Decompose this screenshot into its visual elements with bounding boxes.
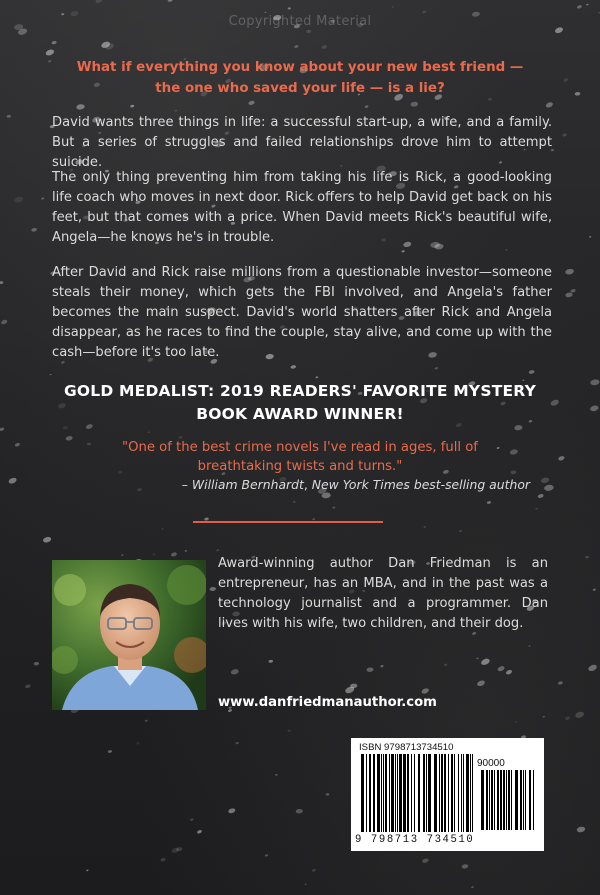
- snow-fleck: [152, 553, 155, 556]
- snow-fleck: [540, 477, 549, 484]
- snow-fleck: [410, 101, 418, 106]
- snow-fleck: [41, 197, 45, 200]
- barcode-bar: [439, 754, 440, 832]
- snow-fleck: [422, 858, 430, 864]
- snow-fleck: [293, 501, 296, 503]
- snow-fleck: [542, 716, 545, 718]
- snow-fleck: [145, 719, 148, 722]
- barcode-bar: [503, 770, 505, 830]
- snow-fleck: [587, 663, 597, 672]
- snow-fleck: [296, 809, 304, 814]
- barcode-bar: [397, 754, 398, 832]
- snow-fleck: [216, 549, 219, 551]
- snow-fleck: [423, 526, 426, 528]
- barcode-bar: [399, 754, 402, 832]
- section-divider: [193, 521, 383, 523]
- price-code: 90000: [477, 758, 505, 769]
- snow-fleck: [487, 501, 492, 504]
- snow-fleck: [589, 405, 599, 412]
- barcode-bar: [383, 754, 384, 832]
- snow-fleck: [593, 588, 597, 591]
- snow-fleck: [51, 41, 57, 45]
- tagline-line-1: What if everything you know about your new best friend —: [76, 60, 524, 75]
- barcode-bar: [489, 770, 490, 830]
- snow-fleck: [160, 857, 166, 862]
- snow-fleck: [510, 470, 516, 474]
- barcode-bar: [533, 770, 534, 830]
- snow-fleck: [275, 774, 278, 776]
- snow-fleck: [265, 854, 269, 857]
- barcode-bar: [395, 754, 396, 832]
- snow-fleck: [421, 687, 430, 694]
- snow-fleck: [392, 6, 394, 8]
- snow-fleck: [48, 60, 52, 63]
- author-photo: [52, 560, 206, 710]
- snow-fleck: [130, 104, 134, 107]
- barcode-bar: [466, 754, 469, 832]
- snow-fleck: [505, 669, 512, 675]
- snow-fleck: [366, 667, 373, 672]
- barcode-bar: [497, 770, 499, 830]
- snow-fleck: [95, 0, 103, 4]
- author-website[interactable]: www.danfriedmanauthor.com: [218, 695, 437, 710]
- snow-fleck: [528, 645, 531, 647]
- barcode-bar: [423, 754, 425, 832]
- barcode-bar: [369, 754, 371, 832]
- barcode-bar: [470, 754, 471, 832]
- snow-fleck: [476, 679, 485, 687]
- barcode-bar: [451, 754, 453, 832]
- barcode-bar: [389, 754, 390, 832]
- snow-fleck: [45, 48, 55, 56]
- barcode-bar: [418, 754, 420, 832]
- snow-fleck: [471, 886, 474, 888]
- tagline: [60, 57, 540, 99]
- snow-fleck: [563, 78, 568, 82]
- snow-fleck: [545, 101, 554, 108]
- barcode-bar: [525, 770, 526, 830]
- barcode-bar: [494, 770, 495, 830]
- snow-fleck: [325, 793, 329, 796]
- barcode-digits: 9 798713 734510: [355, 834, 475, 846]
- snow-fleck: [576, 826, 585, 833]
- snow-fleck: [108, 750, 113, 754]
- snow-fleck: [8, 477, 18, 485]
- synopsis-paragraph-3: After David and Rick raise millions from a questionable investor—someone steals their money, which gets the FBI involved, and Angela's father becomes the main suspect. David's world shatters after Rick and Angela disappear, as he races to find the couple, stay alive, and come up with the cash—before it's too late.: [52, 265, 552, 360]
- barcode-bar: [523, 770, 524, 830]
- snow-fleck: [76, 104, 85, 111]
- snow-fleck: [565, 268, 575, 275]
- snow-fleck: [576, 5, 582, 10]
- isbn-barcode: [351, 738, 544, 851]
- snow-fleck: [287, 729, 291, 732]
- snow-fleck: [0, 281, 3, 284]
- barcode-bar: [511, 770, 512, 830]
- snow-fleck: [0, 427, 5, 431]
- snow-fleck: [42, 536, 52, 543]
- barcode-bar: [481, 770, 484, 830]
- snow-fleck: [136, 742, 140, 745]
- barcode-bar: [366, 754, 367, 832]
- snow-fleck: [25, 684, 31, 689]
- barcode-bar: [403, 754, 406, 832]
- snow-fleck: [528, 370, 534, 374]
- barcode-bar: [515, 770, 518, 830]
- snow-fleck: [434, 367, 438, 370]
- snow-fleck: [544, 484, 554, 491]
- snow-fleck: [380, 665, 384, 668]
- snow-fleck: [586, 4, 589, 6]
- snow-fleck: [535, 508, 538, 510]
- snow-fleck: [167, 0, 173, 2]
- barcode-bar: [448, 754, 449, 832]
- barcode-bar: [506, 770, 507, 830]
- synopsis-paragraph-1: David wants three things in life: a successful start-up, a wife, and a family. But a series of struggles and failed relationships drove him to attempt suicide.: [52, 115, 552, 170]
- snow-fleck: [305, 883, 307, 884]
- snow-fleck: [230, 668, 239, 675]
- snow-fleck: [515, 721, 518, 723]
- synopsis-paragraph-2: The only thing preventing him from taking his life is Rick, a good-looking life coach who moves in next door. Rick offers to help David get back on his feet, but that comes with a price. When David meets Rick's beautiful wife, Angela—he knows he's in trouble.: [52, 170, 552, 245]
- award-line-2: BOOK AWARD WINNER!: [196, 405, 404, 423]
- snow-fleck: [14, 196, 24, 203]
- snow-fleck: [401, 250, 405, 253]
- snow-fleck: [497, 665, 505, 672]
- barcode-bar: [426, 754, 427, 832]
- review-attribution: – William Bernhardt, New York Times best-selling author: [181, 477, 530, 492]
- tagline-line-2: the one who saved your life — is a lie?: [155, 81, 445, 96]
- barcode-bar: [407, 754, 409, 832]
- barcode-bar: [381, 754, 382, 832]
- barcode-bar: [377, 754, 380, 832]
- snow-fleck: [565, 292, 573, 298]
- snow-fleck: [6, 115, 11, 118]
- snow-fleck: [197, 829, 203, 834]
- snow-fleck: [65, 435, 73, 441]
- snow-fleck: [476, 657, 479, 659]
- barcode-bar: [391, 754, 394, 832]
- snow-fleck: [34, 662, 40, 666]
- snow-fleck: [332, 506, 335, 508]
- snow-fleck: [461, 864, 468, 869]
- barcode-bar: [444, 754, 446, 832]
- snow-fleck: [87, 443, 91, 446]
- snow-fleck: [268, 659, 273, 663]
- snow-fleck: [248, 100, 255, 106]
- barcode-bar: [458, 754, 459, 832]
- barcode-bar: [373, 754, 375, 832]
- snow-fleck: [121, 554, 124, 557]
- barcode-bar: [434, 754, 437, 832]
- barcode-bar: [441, 754, 443, 832]
- barcode-bar: [463, 754, 464, 832]
- snow-fleck: [558, 455, 565, 461]
- snow-fleck: [575, 92, 581, 96]
- attribution-dash: –: [181, 477, 192, 492]
- snow-fleck: [294, 45, 299, 49]
- snow-fleck: [562, 133, 567, 137]
- snow-fleck: [459, 530, 462, 532]
- snow-fleck: [590, 379, 600, 386]
- watermark: Copyrighted Material: [228, 14, 372, 29]
- snow-fleck: [190, 818, 194, 821]
- snow-fleck: [174, 109, 177, 112]
- snow-fleck: [50, 374, 52, 376]
- barcode-bar: [411, 754, 412, 832]
- snow-fleck: [589, 236, 592, 238]
- barcode-bar: [520, 770, 522, 830]
- barcode-bar: [529, 770, 531, 830]
- snow-fleck: [537, 493, 544, 498]
- reviewer-name: William Bernhardt: [191, 477, 304, 492]
- snow-fleck: [444, 663, 448, 666]
- reviewer-credit: New York Times best-selling author: [311, 477, 530, 492]
- snow-fleck: [480, 657, 490, 666]
- barcode-bar: [508, 770, 510, 830]
- snow-fleck: [63, 426, 69, 430]
- barcode-main-bars: [361, 754, 473, 834]
- snow-fleck: [288, 7, 292, 10]
- author-bio: Award-winning author Dan Friedman is an entrepreneur, has an MBA, and in the past was a technology journalist and a programmer. Dan lives with his wife, two children, and their dog.: [218, 556, 548, 631]
- barcode-bar: [428, 754, 431, 832]
- snow-fleck: [290, 365, 296, 369]
- barcode-bar: [472, 754, 473, 832]
- snow-fleck: [14, 442, 20, 447]
- barcode-bar: [500, 770, 502, 830]
- review-quote: "One of the best crime novels I've read in ages, full of breathtaking twists and turns.": [122, 440, 478, 474]
- barcode-bar: [385, 754, 387, 832]
- barcode-bar: [486, 770, 488, 830]
- award-line-1: GOLD MEDALIST: 2019 READERS' FAVORITE MYSTERY: [64, 382, 536, 400]
- isbn-label: ISBN 9798713734510: [359, 742, 454, 753]
- snow-fleck: [312, 868, 317, 872]
- snow-fleck: [235, 742, 239, 745]
- snow-fleck: [0, 319, 7, 325]
- snow-fleck: [585, 556, 589, 559]
- barcode-bar: [361, 754, 364, 832]
- snow-fleck: [31, 227, 37, 232]
- snow-fleck: [185, 550, 188, 552]
- snow-fleck: [321, 45, 327, 50]
- snow-fleck: [558, 681, 564, 686]
- snow-fleck: [209, 587, 216, 592]
- barcode-bar: [461, 754, 462, 832]
- snow-fleck: [170, 552, 177, 558]
- snow-fleck: [306, 30, 311, 34]
- barcode-bar: [454, 754, 455, 832]
- award-heading: [40, 380, 560, 426]
- snow-fleck: [228, 808, 236, 814]
- snow-fleck: [86, 869, 89, 871]
- barcode-bar: [414, 754, 415, 832]
- snow-fleck: [574, 711, 584, 719]
- snow-fleck: [161, 528, 163, 529]
- snow-fleck: [505, 249, 507, 251]
- snow-fleck: [570, 288, 576, 293]
- snow-fleck: [315, 376, 318, 378]
- snow-fleck: [565, 716, 571, 721]
- snow-fleck: [147, 431, 150, 433]
- snow-fleck: [364, 105, 368, 109]
- barcode-addon-bars: [481, 770, 537, 834]
- snow-fleck: [509, 449, 518, 456]
- barcode-bar: [491, 770, 493, 830]
